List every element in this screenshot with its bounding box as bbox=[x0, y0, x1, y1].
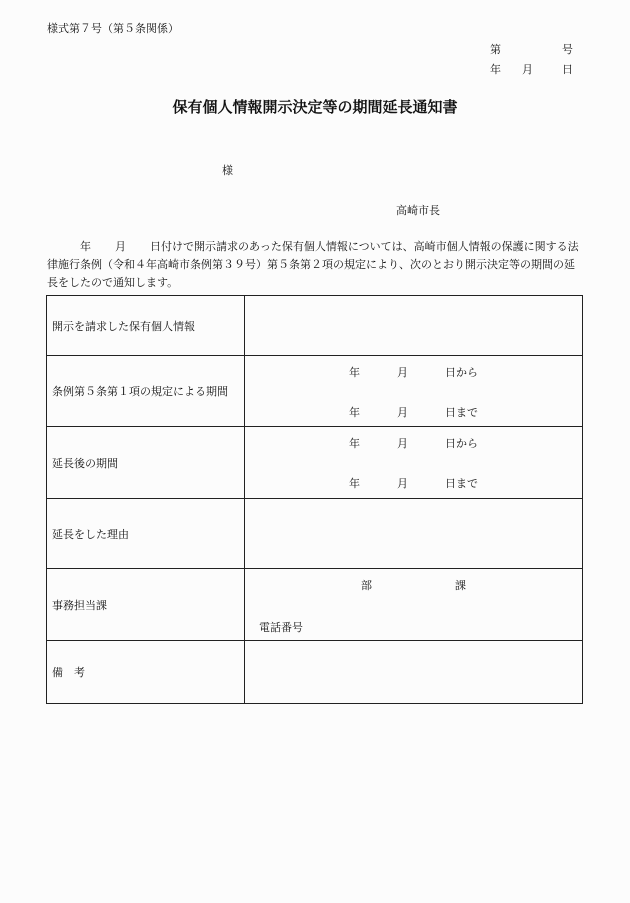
table-row bbox=[47, 499, 583, 569]
table-row bbox=[47, 427, 583, 499]
body-paragraph bbox=[47, 238, 585, 292]
document-number-line bbox=[490, 41, 573, 57]
document-title: 保有個人情報開示決定等の期間延長通知書 bbox=[172, 98, 458, 116]
department-ka: 課 bbox=[455, 579, 466, 592]
table-row bbox=[47, 569, 583, 641]
row-label-reason: 延長をした理由 bbox=[47, 499, 245, 569]
extended-period-until: 年 月 日まで bbox=[349, 477, 478, 490]
date-year: 年 bbox=[490, 63, 501, 76]
extended-period-from: 年 月 日から bbox=[349, 437, 478, 450]
addressee: 様 bbox=[222, 164, 233, 177]
original-period-from: 年 月 日から bbox=[349, 366, 478, 379]
date-day: 日 bbox=[562, 63, 573, 76]
remarks-value bbox=[245, 641, 583, 704]
body-month: 月 bbox=[115, 240, 126, 253]
row-label-extended-period: 延長後の期間 bbox=[47, 427, 245, 499]
original-period-until: 年 月 日まで bbox=[349, 406, 478, 419]
number-prefix: 第 bbox=[490, 43, 501, 56]
row-label-requested-info: 開示を請求した保有個人情報 bbox=[47, 296, 245, 356]
table-row bbox=[47, 356, 583, 427]
reason-value bbox=[245, 499, 583, 569]
form-number: 様式第７号（第５条関係） bbox=[47, 22, 179, 35]
body-year: 年 bbox=[80, 240, 91, 253]
row-label-department: 事務担当課 bbox=[47, 569, 245, 641]
document-date-line bbox=[490, 61, 573, 77]
table-row bbox=[47, 296, 583, 356]
notice-table bbox=[46, 295, 583, 704]
number-suffix: 号 bbox=[562, 43, 573, 56]
date-month: 月 bbox=[522, 63, 533, 76]
phone-number-label: 電話番号 bbox=[259, 621, 303, 634]
body-text: 日付けで開示請求のあった保有個人情報については、高崎市個人情報の保護に関する法律施行条例（令和４年高崎市条例第３９号）第５条第２項の規定により、次のとおり開示決定等の期間の延長をしたので通知します。 bbox=[47, 240, 579, 289]
row-label-original-period: 条例第５条第１項の規定による期間 bbox=[47, 356, 245, 427]
original-period-value bbox=[245, 356, 583, 427]
row-label-remarks: 備 考 bbox=[47, 641, 245, 704]
table-row bbox=[47, 641, 583, 704]
department-value bbox=[245, 569, 583, 641]
requested-info-value bbox=[245, 296, 583, 356]
department-bu: 部 bbox=[361, 579, 372, 592]
issuer: 高崎市長 bbox=[396, 204, 440, 217]
extended-period-value bbox=[245, 427, 583, 499]
